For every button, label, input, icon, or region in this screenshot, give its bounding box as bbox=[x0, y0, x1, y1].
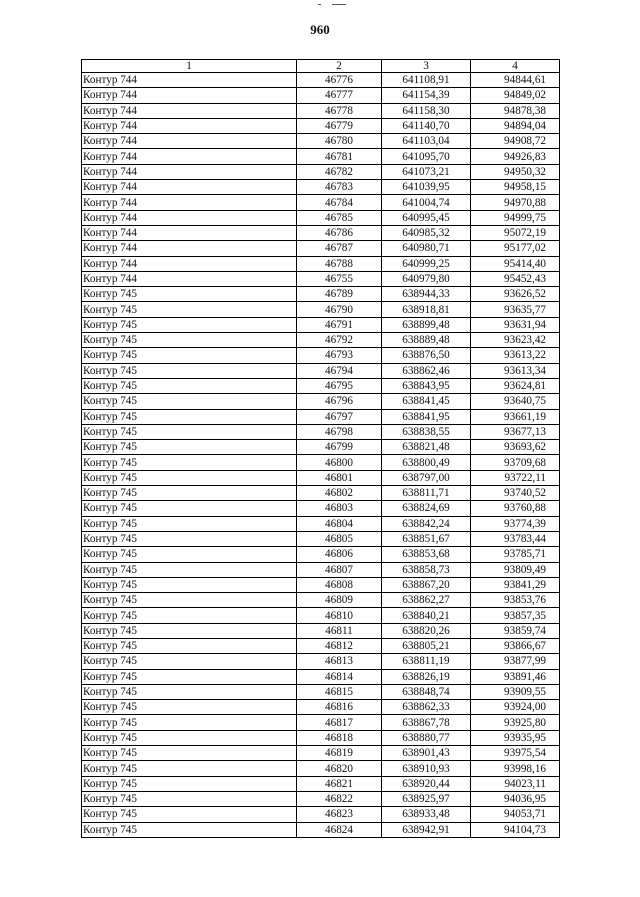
y-coordinate-cell: 95177,02 bbox=[471, 241, 560, 256]
y-coordinate-cell: 93760,88 bbox=[471, 501, 560, 516]
x-coordinate-cell: 638851,67 bbox=[382, 531, 471, 546]
table-row bbox=[82, 73, 560, 88]
point-number-cell: 46793 bbox=[297, 348, 382, 363]
table-row bbox=[82, 317, 560, 332]
y-coordinate-cell: 93853,76 bbox=[471, 593, 560, 608]
y-coordinate-cell: 93924,00 bbox=[471, 700, 560, 715]
x-coordinate-cell: 638933,48 bbox=[382, 807, 471, 822]
table-row bbox=[82, 761, 560, 776]
table-row bbox=[82, 271, 560, 286]
point-number-cell: 46819 bbox=[297, 746, 382, 761]
contour-name-cell: Контур 745 bbox=[82, 501, 297, 516]
table-row bbox=[82, 164, 560, 179]
x-coordinate-cell: 638920,44 bbox=[382, 776, 471, 791]
point-number-cell: 46779 bbox=[297, 118, 382, 133]
x-coordinate-cell: 638899,48 bbox=[382, 317, 471, 332]
column-header: 4 bbox=[471, 60, 560, 73]
point-number-cell: 46788 bbox=[297, 256, 382, 271]
point-number-cell: 46784 bbox=[297, 195, 382, 210]
y-coordinate-cell: 93640,75 bbox=[471, 394, 560, 409]
table-row bbox=[82, 378, 560, 393]
point-number-cell: 46816 bbox=[297, 700, 382, 715]
table-row bbox=[82, 531, 560, 546]
contour-name-cell: Контур 745 bbox=[82, 807, 297, 822]
y-coordinate-cell: 94104,73 bbox=[471, 822, 560, 837]
x-coordinate-cell: 638880,77 bbox=[382, 730, 471, 745]
table-row bbox=[82, 302, 560, 317]
point-number-cell: 46822 bbox=[297, 791, 382, 806]
point-number-cell: 46824 bbox=[297, 822, 382, 837]
x-coordinate-cell: 638862,33 bbox=[382, 700, 471, 715]
point-number-cell: 46794 bbox=[297, 363, 382, 378]
y-coordinate-cell: 93785,71 bbox=[471, 547, 560, 562]
table-row bbox=[82, 486, 560, 501]
y-coordinate-cell: 93809,49 bbox=[471, 562, 560, 577]
table-row bbox=[82, 470, 560, 485]
table-row bbox=[82, 700, 560, 715]
point-number-cell: 46755 bbox=[297, 271, 382, 286]
y-coordinate-cell: 94970,88 bbox=[471, 195, 560, 210]
table-row bbox=[82, 715, 560, 730]
y-coordinate-cell: 93631,94 bbox=[471, 317, 560, 332]
contour-name-cell: Контур 745 bbox=[82, 822, 297, 837]
y-coordinate-cell: 94958,15 bbox=[471, 180, 560, 195]
y-coordinate-cell: 94926,83 bbox=[471, 149, 560, 164]
x-coordinate-cell: 638862,27 bbox=[382, 593, 471, 608]
table-row bbox=[82, 623, 560, 638]
table-row bbox=[82, 210, 560, 225]
contour-name-cell: Контур 744 bbox=[82, 103, 297, 118]
table-row bbox=[82, 654, 560, 669]
x-coordinate-cell: 638821,48 bbox=[382, 440, 471, 455]
point-number-cell: 46808 bbox=[297, 577, 382, 592]
table-row bbox=[82, 256, 560, 271]
table-row bbox=[82, 746, 560, 761]
contour-name-cell: Контур 744 bbox=[82, 164, 297, 179]
x-coordinate-cell: 638867,78 bbox=[382, 715, 471, 730]
point-number-cell: 46776 bbox=[297, 73, 382, 88]
contour-name-cell: Контур 744 bbox=[82, 134, 297, 149]
y-coordinate-cell: 93774,39 bbox=[471, 516, 560, 531]
y-coordinate-cell: 93635,77 bbox=[471, 302, 560, 317]
point-number-cell: 46809 bbox=[297, 593, 382, 608]
y-coordinate-cell: 93613,22 bbox=[471, 348, 560, 363]
y-coordinate-cell: 94878,38 bbox=[471, 103, 560, 118]
y-coordinate-cell: 94036,95 bbox=[471, 791, 560, 806]
x-coordinate-cell: 638901,43 bbox=[382, 746, 471, 761]
point-number-cell: 46799 bbox=[297, 440, 382, 455]
contour-name-cell: Контур 745 bbox=[82, 470, 297, 485]
x-coordinate-cell: 638858,73 bbox=[382, 562, 471, 577]
point-number-cell: 46818 bbox=[297, 730, 382, 745]
table-row bbox=[82, 791, 560, 806]
contour-name-cell: Контур 744 bbox=[82, 225, 297, 240]
y-coordinate-cell: 95452,43 bbox=[471, 271, 560, 286]
contour-name-cell: Контур 745 bbox=[82, 547, 297, 562]
point-number-cell: 46796 bbox=[297, 394, 382, 409]
table-row bbox=[82, 593, 560, 608]
contour-name-cell: Контур 745 bbox=[82, 302, 297, 317]
table-row bbox=[82, 287, 560, 302]
x-coordinate-cell: 638841,45 bbox=[382, 394, 471, 409]
contour-name-cell: Контур 745 bbox=[82, 608, 297, 623]
contour-name-cell: Контур 744 bbox=[82, 88, 297, 103]
x-coordinate-cell: 638811,71 bbox=[382, 486, 471, 501]
table-row bbox=[82, 807, 560, 822]
contour-name-cell: Контур 745 bbox=[82, 562, 297, 577]
x-coordinate-cell: 638867,20 bbox=[382, 577, 471, 592]
table-body bbox=[82, 73, 560, 838]
x-coordinate-cell: 640980,71 bbox=[382, 241, 471, 256]
y-coordinate-cell: 93877,99 bbox=[471, 654, 560, 669]
contour-name-cell: Контур 745 bbox=[82, 577, 297, 592]
table-row bbox=[82, 547, 560, 562]
table-row bbox=[82, 134, 560, 149]
point-number-cell: 46778 bbox=[297, 103, 382, 118]
contour-name-cell: Контур 745 bbox=[82, 593, 297, 608]
x-coordinate-cell: 638925,97 bbox=[382, 791, 471, 806]
coordinates-table bbox=[81, 59, 560, 838]
y-coordinate-cell: 93722,11 bbox=[471, 470, 560, 485]
y-coordinate-cell: 94950,32 bbox=[471, 164, 560, 179]
table-row bbox=[82, 440, 560, 455]
point-number-cell: 46792 bbox=[297, 333, 382, 348]
x-coordinate-cell: 638918,81 bbox=[382, 302, 471, 317]
contour-name-cell: Контур 745 bbox=[82, 287, 297, 302]
contour-name-cell: Контур 745 bbox=[82, 715, 297, 730]
contour-name-cell: Контур 744 bbox=[82, 210, 297, 225]
point-number-cell: 46782 bbox=[297, 164, 382, 179]
x-coordinate-cell: 638820,26 bbox=[382, 623, 471, 638]
table-row bbox=[82, 103, 560, 118]
y-coordinate-cell: 93857,35 bbox=[471, 608, 560, 623]
y-coordinate-cell: 94023,11 bbox=[471, 776, 560, 791]
contour-name-cell: Контур 745 bbox=[82, 700, 297, 715]
y-coordinate-cell: 94999,75 bbox=[471, 210, 560, 225]
point-number-cell: 46786 bbox=[297, 225, 382, 240]
x-coordinate-cell: 641154,39 bbox=[382, 88, 471, 103]
table-row bbox=[82, 562, 560, 577]
point-number-cell: 46800 bbox=[297, 455, 382, 470]
table-row bbox=[82, 684, 560, 699]
scan-artifact bbox=[318, 4, 348, 6]
x-coordinate-cell: 638811,19 bbox=[382, 654, 471, 669]
contour-name-cell: Контур 745 bbox=[82, 791, 297, 806]
point-number-cell: 46795 bbox=[297, 378, 382, 393]
point-number-cell: 46813 bbox=[297, 654, 382, 669]
point-number-cell: 46820 bbox=[297, 761, 382, 776]
x-coordinate-cell: 641103,04 bbox=[382, 134, 471, 149]
point-number-cell: 46810 bbox=[297, 608, 382, 623]
y-coordinate-cell: 93841,29 bbox=[471, 577, 560, 592]
y-coordinate-cell: 93661,19 bbox=[471, 409, 560, 424]
contour-name-cell: Контур 744 bbox=[82, 149, 297, 164]
x-coordinate-cell: 640999,25 bbox=[382, 256, 471, 271]
table-row bbox=[82, 241, 560, 256]
x-coordinate-cell: 638838,55 bbox=[382, 424, 471, 439]
point-number-cell: 46791 bbox=[297, 317, 382, 332]
x-coordinate-cell: 638826,19 bbox=[382, 669, 471, 684]
point-number-cell: 46801 bbox=[297, 470, 382, 485]
table-row bbox=[82, 638, 560, 653]
point-number-cell: 46777 bbox=[297, 88, 382, 103]
table-row bbox=[82, 409, 560, 424]
x-coordinate-cell: 638889,48 bbox=[382, 333, 471, 348]
contour-name-cell: Контур 744 bbox=[82, 118, 297, 133]
y-coordinate-cell: 93975,54 bbox=[471, 746, 560, 761]
contour-name-cell: Контур 745 bbox=[82, 440, 297, 455]
table-row bbox=[82, 424, 560, 439]
contour-name-cell: Контур 745 bbox=[82, 348, 297, 363]
y-coordinate-cell: 94908,72 bbox=[471, 134, 560, 149]
contour-name-cell: Контур 745 bbox=[82, 378, 297, 393]
point-number-cell: 46803 bbox=[297, 501, 382, 516]
y-coordinate-cell: 95414,40 bbox=[471, 256, 560, 271]
point-number-cell: 46785 bbox=[297, 210, 382, 225]
x-coordinate-cell: 638842,24 bbox=[382, 516, 471, 531]
x-coordinate-cell: 638805,21 bbox=[382, 638, 471, 653]
contour-name-cell: Контур 745 bbox=[82, 638, 297, 653]
table-row bbox=[82, 455, 560, 470]
table-row bbox=[82, 363, 560, 378]
point-number-cell: 46814 bbox=[297, 669, 382, 684]
y-coordinate-cell: 93677,13 bbox=[471, 424, 560, 439]
x-coordinate-cell: 641095,70 bbox=[382, 149, 471, 164]
x-coordinate-cell: 638848,74 bbox=[382, 684, 471, 699]
y-coordinate-cell: 93693,62 bbox=[471, 440, 560, 455]
contour-name-cell: Контур 744 bbox=[82, 241, 297, 256]
table-row bbox=[82, 776, 560, 791]
x-coordinate-cell: 641158,30 bbox=[382, 103, 471, 118]
y-coordinate-cell: 94849,02 bbox=[471, 88, 560, 103]
x-coordinate-cell: 638862,46 bbox=[382, 363, 471, 378]
contour-name-cell: Контур 745 bbox=[82, 333, 297, 348]
point-number-cell: 46790 bbox=[297, 302, 382, 317]
page-number: 960 bbox=[310, 22, 330, 37]
table-row bbox=[82, 577, 560, 592]
table-row bbox=[82, 118, 560, 133]
table-row bbox=[82, 608, 560, 623]
contour-name-cell: Контур 744 bbox=[82, 180, 297, 195]
column-header: 2 bbox=[297, 60, 382, 73]
x-coordinate-cell: 638797,00 bbox=[382, 470, 471, 485]
contour-name-cell: Контур 745 bbox=[82, 684, 297, 699]
point-number-cell: 46823 bbox=[297, 807, 382, 822]
point-number-cell: 46789 bbox=[297, 287, 382, 302]
contour-name-cell: Контур 744 bbox=[82, 195, 297, 210]
point-number-cell: 46806 bbox=[297, 547, 382, 562]
table-row bbox=[82, 394, 560, 409]
x-coordinate-cell: 641140,70 bbox=[382, 118, 471, 133]
point-number-cell: 46780 bbox=[297, 134, 382, 149]
y-coordinate-cell: 94844,61 bbox=[471, 73, 560, 88]
contour-name-cell: Контур 745 bbox=[82, 409, 297, 424]
y-coordinate-cell: 93613,34 bbox=[471, 363, 560, 378]
table-row bbox=[82, 516, 560, 531]
table-row bbox=[82, 333, 560, 348]
point-number-cell: 46821 bbox=[297, 776, 382, 791]
x-coordinate-cell: 641073,21 bbox=[382, 164, 471, 179]
contour-name-cell: Контур 745 bbox=[82, 394, 297, 409]
contour-name-cell: Контур 745 bbox=[82, 455, 297, 470]
contour-name-cell: Контур 745 bbox=[82, 516, 297, 531]
contour-name-cell: Контур 745 bbox=[82, 776, 297, 791]
contour-name-cell: Контур 745 bbox=[82, 761, 297, 776]
contour-name-cell: Контур 745 bbox=[82, 746, 297, 761]
point-number-cell: 46812 bbox=[297, 638, 382, 653]
point-number-cell: 46811 bbox=[297, 623, 382, 638]
x-coordinate-cell: 638910,93 bbox=[382, 761, 471, 776]
point-number-cell: 46802 bbox=[297, 486, 382, 501]
table-row bbox=[82, 195, 560, 210]
x-coordinate-cell: 638800,49 bbox=[382, 455, 471, 470]
y-coordinate-cell: 93624,81 bbox=[471, 378, 560, 393]
point-number-cell: 46805 bbox=[297, 531, 382, 546]
x-coordinate-cell: 641004,74 bbox=[382, 195, 471, 210]
contour-name-cell: Контур 745 bbox=[82, 363, 297, 378]
x-coordinate-cell: 640995,45 bbox=[382, 210, 471, 225]
x-coordinate-cell: 638824,69 bbox=[382, 501, 471, 516]
point-number-cell: 46787 bbox=[297, 241, 382, 256]
y-coordinate-cell: 93859,74 bbox=[471, 623, 560, 638]
y-coordinate-cell: 93909,55 bbox=[471, 684, 560, 699]
table-row bbox=[82, 822, 560, 837]
x-coordinate-cell: 638944,33 bbox=[382, 287, 471, 302]
x-coordinate-cell: 638942,91 bbox=[382, 822, 471, 837]
table-row bbox=[82, 225, 560, 240]
contour-name-cell: Контур 745 bbox=[82, 424, 297, 439]
y-coordinate-cell: 93891,46 bbox=[471, 669, 560, 684]
y-coordinate-cell: 93623,42 bbox=[471, 333, 560, 348]
table-row bbox=[82, 669, 560, 684]
y-coordinate-cell: 93626,52 bbox=[471, 287, 560, 302]
point-number-cell: 46807 bbox=[297, 562, 382, 577]
contour-name-cell: Контур 745 bbox=[82, 654, 297, 669]
table-row bbox=[82, 180, 560, 195]
point-number-cell: 46781 bbox=[297, 149, 382, 164]
contour-name-cell: Контур 745 bbox=[82, 623, 297, 638]
table-row bbox=[82, 88, 560, 103]
table-header-row bbox=[82, 60, 560, 73]
x-coordinate-cell: 641039,95 bbox=[382, 180, 471, 195]
table-row bbox=[82, 501, 560, 516]
x-coordinate-cell: 638876,50 bbox=[382, 348, 471, 363]
table-row bbox=[82, 149, 560, 164]
contour-name-cell: Контур 744 bbox=[82, 271, 297, 286]
x-coordinate-cell: 641108,91 bbox=[382, 73, 471, 88]
y-coordinate-cell: 93998,16 bbox=[471, 761, 560, 776]
column-header: 1 bbox=[82, 60, 297, 73]
contour-name-cell: Контур 745 bbox=[82, 669, 297, 684]
point-number-cell: 46815 bbox=[297, 684, 382, 699]
point-number-cell: 46797 bbox=[297, 409, 382, 424]
contour-name-cell: Контур 744 bbox=[82, 256, 297, 271]
x-coordinate-cell: 640985,32 bbox=[382, 225, 471, 240]
x-coordinate-cell: 638853,68 bbox=[382, 547, 471, 562]
table-row bbox=[82, 730, 560, 745]
x-coordinate-cell: 638843,95 bbox=[382, 378, 471, 393]
contour-name-cell: Контур 745 bbox=[82, 531, 297, 546]
column-header: 3 bbox=[382, 60, 471, 73]
point-number-cell: 46804 bbox=[297, 516, 382, 531]
contour-name-cell: Контур 744 bbox=[82, 73, 297, 88]
y-coordinate-cell: 94894,04 bbox=[471, 118, 560, 133]
point-number-cell: 46817 bbox=[297, 715, 382, 730]
x-coordinate-cell: 638841,95 bbox=[382, 409, 471, 424]
y-coordinate-cell: 93783,44 bbox=[471, 531, 560, 546]
y-coordinate-cell: 93935,95 bbox=[471, 730, 560, 745]
contour-name-cell: Контур 745 bbox=[82, 317, 297, 332]
contour-name-cell: Контур 745 bbox=[82, 730, 297, 745]
point-number-cell: 46783 bbox=[297, 180, 382, 195]
x-coordinate-cell: 638840,21 bbox=[382, 608, 471, 623]
y-coordinate-cell: 94053,71 bbox=[471, 807, 560, 822]
y-coordinate-cell: 93925,80 bbox=[471, 715, 560, 730]
y-coordinate-cell: 93709,68 bbox=[471, 455, 560, 470]
y-coordinate-cell: 93866,67 bbox=[471, 638, 560, 653]
point-number-cell: 46798 bbox=[297, 424, 382, 439]
y-coordinate-cell: 93740,52 bbox=[471, 486, 560, 501]
table-row bbox=[82, 348, 560, 363]
contour-name-cell: Контур 745 bbox=[82, 486, 297, 501]
x-coordinate-cell: 640979,80 bbox=[382, 271, 471, 286]
y-coordinate-cell: 95072,19 bbox=[471, 225, 560, 240]
